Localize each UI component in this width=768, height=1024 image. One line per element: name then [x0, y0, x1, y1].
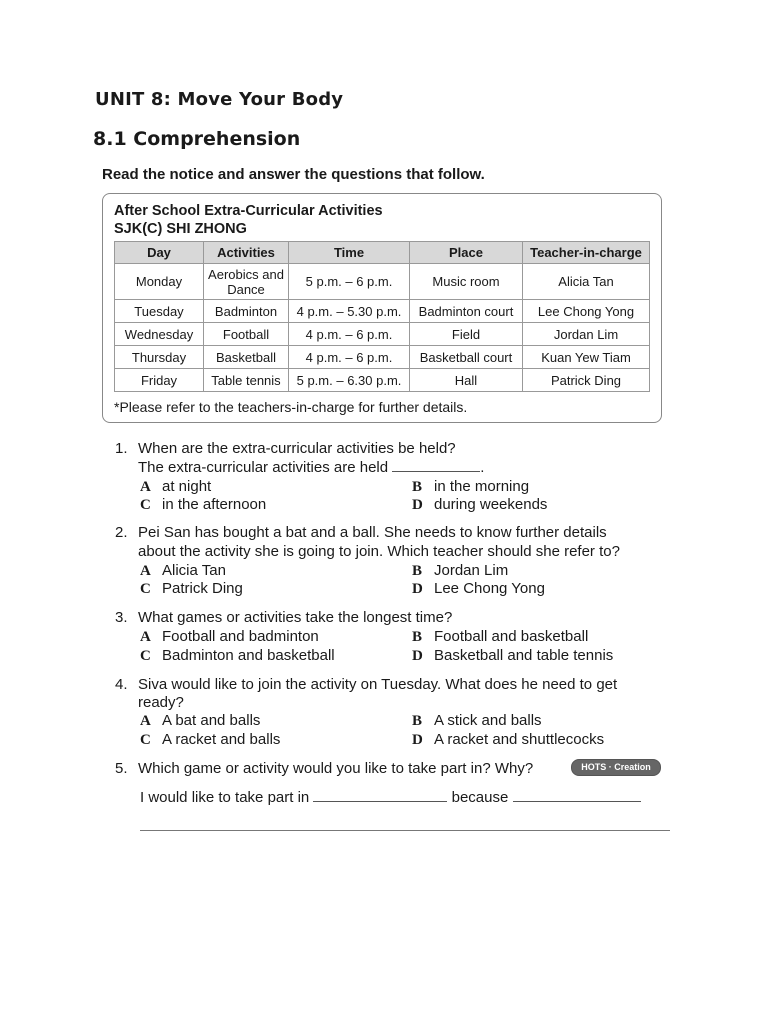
option-text: Football and badminton	[162, 628, 319, 645]
option-a[interactable]	[140, 628, 319, 646]
cell-day: Thursday	[115, 346, 204, 369]
question-number: 4.	[115, 676, 128, 693]
question-1-text: When are the extra-curricular activities be held?	[138, 440, 456, 457]
option-d[interactable]	[412, 580, 545, 598]
option-text: in the morning	[434, 478, 530, 495]
option-text: Lee Chong Yong	[434, 580, 545, 597]
cell-time: 5 p.m. – 6.30 p.m.	[289, 369, 410, 392]
cell-day: Wednesday	[115, 323, 204, 346]
option-letter: D	[412, 732, 423, 748]
option-text: A stick and balls	[434, 712, 542, 729]
option-letter: A	[140, 629, 151, 645]
cell-place: Hall	[410, 369, 523, 392]
option-d[interactable]	[412, 647, 613, 665]
section-title: 8.1 Comprehension	[93, 128, 301, 150]
table-row	[115, 346, 650, 369]
cell-activity: Aerobics and Dance	[204, 264, 289, 300]
option-text: Patrick Ding	[162, 580, 243, 597]
option-text: Jordan Lim	[434, 562, 509, 579]
instruction: Read the notice and answer the questions that follow.	[102, 166, 485, 183]
option-d[interactable]	[412, 731, 604, 749]
option-text: during weekends	[434, 496, 548, 513]
question-5-answer-line	[140, 788, 670, 807]
cell-place: Basketball court	[410, 346, 523, 369]
question-1-sub	[138, 458, 668, 477]
option-letter: D	[412, 497, 423, 513]
cell-activity: Table tennis	[204, 369, 289, 392]
question-3-text: What games or activities take the longest time?	[138, 609, 453, 626]
cell-time: 5 p.m. – 6 p.m.	[289, 264, 410, 300]
option-c[interactable]	[140, 580, 243, 598]
cell-day: Tuesday	[115, 300, 204, 323]
header-activities: Activities	[204, 242, 289, 264]
header-day: Day	[115, 242, 204, 264]
option-letter: C	[140, 648, 151, 664]
answer-mid-text: because	[451, 789, 509, 806]
header-time: Time	[289, 242, 410, 264]
question-4-text-line2: ready?	[138, 694, 184, 711]
cell-place: Badminton court	[410, 300, 523, 323]
cell-day: Monday	[115, 264, 204, 300]
cell-activity: Basketball	[204, 346, 289, 369]
schedule-table	[114, 241, 650, 392]
cell-activity: Football	[204, 323, 289, 346]
cell-teacher: Jordan Lim	[523, 323, 650, 346]
question-1-sub-text: The extra-curricular activities are held	[138, 459, 389, 476]
cell-time: 4 p.m. – 6 p.m.	[289, 346, 410, 369]
notice-title-line2: SJK(C) SHI ZHONG	[114, 221, 247, 237]
cell-teacher: Patrick Ding	[523, 369, 650, 392]
option-letter: A	[140, 713, 151, 729]
question-number: 2.	[115, 524, 128, 541]
option-b[interactable]	[412, 478, 529, 496]
table-row	[115, 300, 650, 323]
table-header-row	[115, 242, 650, 264]
table-row	[115, 264, 650, 300]
question-number: 5.	[115, 760, 128, 777]
answer-blank-activity[interactable]	[313, 801, 447, 802]
notice-footnote: *Please refer to the teachers-in-charge for further details.	[114, 399, 468, 415]
option-letter: D	[412, 648, 423, 664]
option-text: in the afternoon	[162, 496, 267, 513]
answer-blank[interactable]	[392, 471, 480, 472]
option-b[interactable]	[412, 562, 508, 580]
option-text: Badminton and basketball	[162, 647, 335, 664]
answer-blank-reason[interactable]	[513, 801, 641, 802]
cell-teacher: Lee Chong Yong	[523, 300, 650, 323]
cell-teacher: Kuan Yew Tiam	[523, 346, 650, 369]
option-c[interactable]	[140, 496, 266, 514]
period: .	[480, 459, 485, 476]
cell-place: Field	[410, 323, 523, 346]
table-row	[115, 369, 650, 392]
header-place: Place	[410, 242, 523, 264]
cell-day: Friday	[115, 369, 204, 392]
notice-title	[114, 202, 383, 238]
option-b[interactable]	[412, 628, 588, 646]
question-2-text-line2: about the activity she is going to join. Which teacher should she refer to?	[138, 543, 620, 560]
option-letter: A	[140, 563, 151, 579]
option-letter: B	[412, 713, 423, 729]
cell-activity: Badminton	[204, 300, 289, 323]
option-text: at night	[162, 478, 212, 495]
notice-title-line1: After School Extra-Curricular Activities	[114, 203, 383, 219]
question-number: 3.	[115, 609, 128, 626]
question-2-text-line1: Pei San has bought a bat and a ball. She needs to know further details	[138, 524, 607, 541]
unit-title: UNIT 8: Move Your Body	[95, 89, 344, 110]
answer-blank-line[interactable]	[140, 830, 670, 831]
cell-time: 4 p.m. – 6 p.m.	[289, 323, 410, 346]
option-letter: B	[412, 479, 423, 495]
answer-start-text: I would like to take part in	[140, 789, 310, 806]
option-letter: B	[412, 629, 423, 645]
option-letter: C	[140, 581, 151, 597]
option-text: A racket and balls	[162, 731, 281, 748]
option-d[interactable]	[412, 496, 547, 514]
option-text: Alicia Tan	[162, 562, 226, 579]
option-c[interactable]	[140, 647, 335, 665]
header-teacher: Teacher-in-charge	[523, 242, 650, 264]
option-c[interactable]	[140, 731, 280, 749]
option-letter: A	[140, 479, 151, 495]
cell-teacher: Alicia Tan	[523, 264, 650, 300]
option-a[interactable]	[140, 562, 226, 580]
question-4-text-line1: Siva would like to join the activity on Tuesday. What does he need to get	[138, 676, 618, 693]
option-text: Football and basketball	[434, 628, 589, 645]
option-text: A racket and shuttlecocks	[434, 731, 605, 748]
option-letter: D	[412, 581, 423, 597]
hots-creation-badge: HOTS · Creation	[571, 759, 661, 776]
question-number: 1.	[115, 440, 128, 457]
question-5-text: Which game or activity would you like to take part in? Why?	[138, 760, 534, 777]
option-a[interactable]	[140, 712, 260, 730]
option-text: Basketball and table tennis	[434, 647, 614, 664]
cell-place: Music room	[410, 264, 523, 300]
cell-time: 4 p.m. – 5.30 p.m.	[289, 300, 410, 323]
option-a[interactable]	[140, 478, 211, 496]
option-b[interactable]	[412, 712, 542, 730]
option-letter: B	[412, 563, 423, 579]
option-text: A bat and balls	[162, 712, 261, 729]
table-row	[115, 323, 650, 346]
option-letter: C	[140, 732, 151, 748]
option-letter: C	[140, 497, 151, 513]
